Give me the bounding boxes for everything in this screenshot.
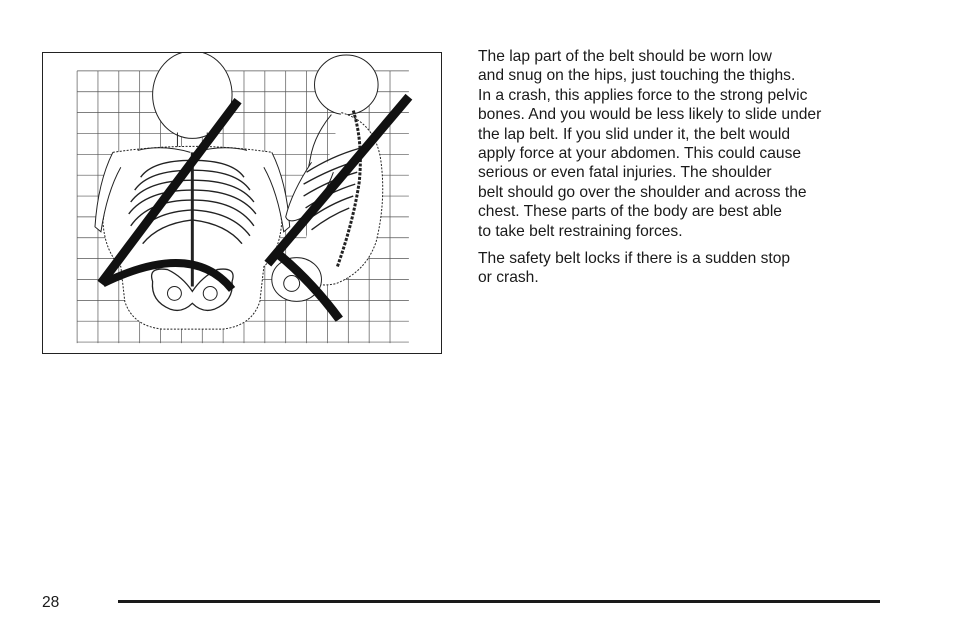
body-text — [478, 47, 898, 296]
paragraph-lap-belt: The lap part of the belt should be worn low and snug on the hips, just touching the thighs. In a crash, this applies force to the strong pelvic bones. And you would be less likely to slide under the lap belt. If you slid under it, the belt would apply force at your abdomen. This could cause serious or even fatal injuries. The shoulder belt should go over the shoulder and across the chest. These parts of the body are best able to take belt restraining forces. — [478, 48, 822, 240]
footer-rule — [118, 600, 880, 603]
skeleton-seatbelt-icon — [43, 53, 441, 353]
page-number: 28 — [42, 594, 60, 611]
paragraph-belt-locks: The safety belt locks if there is a sudden stop or crash. — [478, 250, 791, 287]
seatbelt-skeleton-figure — [42, 52, 442, 354]
front-skeleton — [95, 53, 290, 329]
